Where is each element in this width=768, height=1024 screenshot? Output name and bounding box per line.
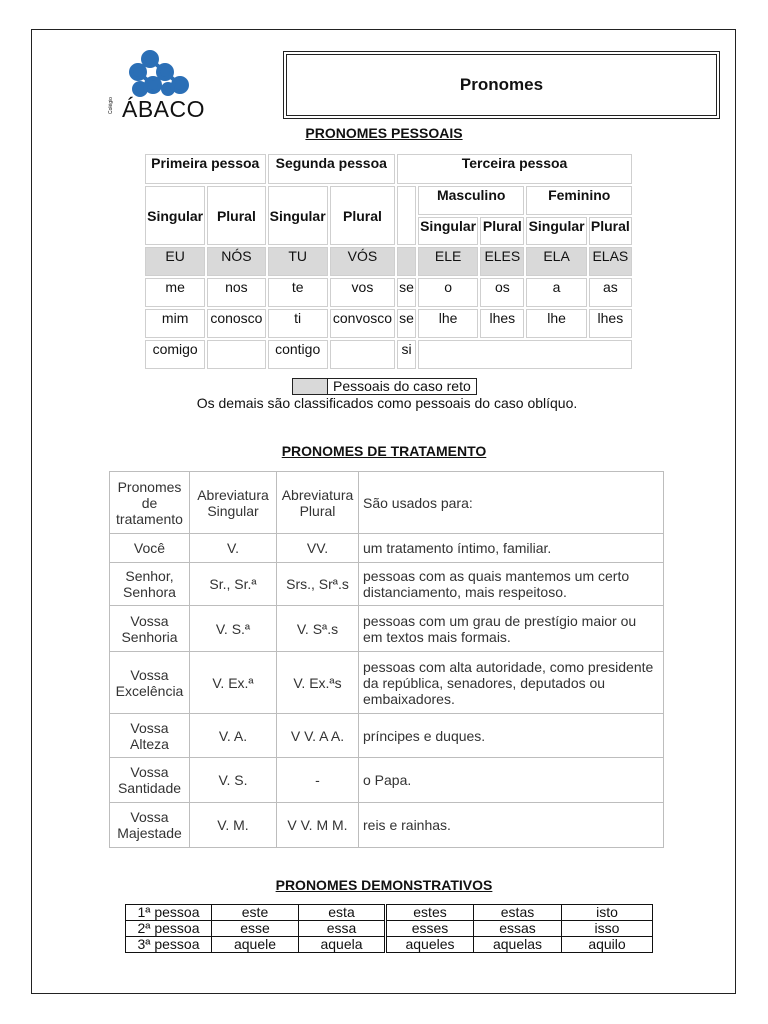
tratamento-abrev-singular: V. S. <box>190 758 277 803</box>
demonstrativo-pessoa: 2ª pessoa <box>126 921 212 937</box>
demonstrativo-cell: isso <box>562 921 653 937</box>
tratamento-pronome: Vossa Santidade <box>110 758 190 803</box>
demonstrativo-cell: este <box>212 905 299 921</box>
tratamento-abrev-singular: V. A. <box>190 714 277 758</box>
demonstrativo-cell: estas <box>474 905 562 921</box>
header-abrev-singular: Abreviatura Singular <box>190 472 277 534</box>
page-title: Pronomes <box>286 54 717 116</box>
tratamento-uso: pessoas com alta autoridade, como presidente da república, senadores, deputados ou embaixadores. <box>359 652 664 714</box>
legend <box>292 378 477 395</box>
pronoun-cell: a <box>526 278 586 307</box>
tratamento-uso: pessoas com as quais mantemos um certo distanciamento, mais respeitoso. <box>359 563 664 606</box>
tratamento-abrev-singular: V. Ex.ª <box>190 652 277 714</box>
tratamento-abrev-singular: V. M. <box>190 803 277 848</box>
header-plural: Plural <box>589 217 632 245</box>
tratamento-heading: PRONOMES DE TRATAMENTO <box>281 443 487 459</box>
tratamento-abrev-plural: V. Sª.s <box>277 606 359 652</box>
tratamento-pronome: Senhor, Senhora <box>110 563 190 606</box>
tratamento-abrev-plural: V. Ex.ªs <box>277 652 359 714</box>
demonstrativo-cell: esses <box>386 921 474 937</box>
pronoun-cell: se <box>397 278 416 307</box>
pronoun-cell: se <box>397 309 416 338</box>
demonstrativo-cell: essas <box>474 921 562 937</box>
pronoun-cell: EU <box>145 247 205 276</box>
legend-label: Pessoais do caso reto <box>328 378 477 395</box>
tratamento-pronome: Vossa Majestade <box>110 803 190 848</box>
pronoun-cell: o <box>418 278 478 307</box>
oblique-note: Os demais são classificados como pessoais do caso oblíquo. <box>196 395 578 411</box>
header-terceira-pessoa: Terceira pessoa <box>397 154 632 184</box>
pronoun-cell: vos <box>330 278 395 307</box>
tratamento-pronome: Você <box>110 534 190 563</box>
demonstrativo-cell: aquilo <box>562 937 653 953</box>
pronoun-cell <box>397 247 416 276</box>
pronoun-cell: lhes <box>480 309 524 338</box>
tratamento-uso: o Papa. <box>359 758 664 803</box>
header-singular: Singular <box>145 186 205 245</box>
pronoun-cell: lhe <box>418 309 478 338</box>
tratamento-uso: um tratamento íntimo, familiar. <box>359 534 664 563</box>
tratamento-uso: príncipes e duques. <box>359 714 664 758</box>
pronoun-cell: ELES <box>480 247 524 276</box>
pronoun-cell: TU <box>268 247 328 276</box>
demonstrativo-cell: aqueles <box>386 937 474 953</box>
title-box <box>283 51 720 119</box>
demonstrativo-cell: estes <box>386 905 474 921</box>
pronoun-cell-empty <box>418 340 632 369</box>
demonstrativo-cell: isto <box>562 905 653 921</box>
demonstrativo-cell: aquelas <box>474 937 562 953</box>
pronoun-cell: te <box>268 278 328 307</box>
pronoun-cell: contigo <box>268 340 328 369</box>
header-plural: Plural <box>207 186 265 245</box>
pronoun-cell: os <box>480 278 524 307</box>
demonstrativos-table <box>125 904 653 953</box>
demonstrativo-cell: aquele <box>212 937 299 953</box>
pronoun-cell: ti <box>268 309 328 338</box>
abaco-logo <box>110 48 220 123</box>
demonstrativo-pessoa: 3ª pessoa <box>126 937 212 953</box>
pronoun-cell: lhes <box>589 309 632 338</box>
pessoais-heading: PRONOMES PESSOAIS <box>305 125 463 141</box>
tratamento-pronome: Vossa Senhoria <box>110 606 190 652</box>
demonstrativo-cell: esse <box>212 921 299 937</box>
tratamento-abrev-singular: V. S.ª <box>190 606 277 652</box>
pronoun-cell <box>330 340 395 369</box>
header-feminino: Feminino <box>526 186 632 215</box>
pronoun-cell: mim <box>145 309 205 338</box>
header-plural: Plural <box>330 186 395 245</box>
header-plural: Plural <box>480 217 524 245</box>
demonstrativos-heading: PRONOMES DEMONSTRATIVOS <box>275 877 493 893</box>
header-segunda-pessoa: Segunda pessoa <box>268 154 396 184</box>
tratamento-abrev-plural: V V. M M. <box>277 803 359 848</box>
pronoun-cell: si <box>397 340 416 369</box>
tratamento-uso: reis e rainhas. <box>359 803 664 848</box>
pronoun-cell: ELA <box>526 247 586 276</box>
demonstrativo-cell: aquela <box>299 937 386 953</box>
tratamento-table <box>109 471 664 848</box>
pronoun-cell: me <box>145 278 205 307</box>
logo-small-text: Colégio <box>108 97 114 114</box>
tratamento-abrev-plural: V V. A A. <box>277 714 359 758</box>
header-singular: Singular <box>418 217 478 245</box>
pronoun-cell: lhe <box>526 309 586 338</box>
demonstrativo-cell: essa <box>299 921 386 937</box>
demonstrativo-pessoa: 1ª pessoa <box>126 905 212 921</box>
pronoun-cell: VÓS <box>330 247 395 276</box>
header-abrev-plural: Abreviatura Plural <box>277 472 359 534</box>
header-usados-para: São usados para: <box>359 472 664 534</box>
legend-swatch <box>292 378 328 395</box>
pronoun-cell: NÓS <box>207 247 265 276</box>
header-singular: Singular <box>526 217 586 245</box>
pronoun-cell: convosco <box>330 309 395 338</box>
header-masculino: Masculino <box>418 186 524 215</box>
demonstrativo-cell: esta <box>299 905 386 921</box>
tratamento-pronome: Vossa Alteza <box>110 714 190 758</box>
header-singular: Singular <box>268 186 328 245</box>
tratamento-pronome: Vossa Excelência <box>110 652 190 714</box>
pessoais-table <box>143 152 634 371</box>
tratamento-abrev-plural: - <box>277 758 359 803</box>
header-pronomes: Pronomes de tratamento <box>110 472 190 534</box>
tratamento-uso: pessoas com um grau de prestígio maior ou em textos mais formais. <box>359 606 664 652</box>
tratamento-abrev-singular: Sr., Sr.ª <box>190 563 277 606</box>
tratamento-abrev-singular: V. <box>190 534 277 563</box>
pronoun-cell: comigo <box>145 340 205 369</box>
header-primeira-pessoa: Primeira pessoa <box>145 154 266 184</box>
pronoun-cell: ELAS <box>589 247 632 276</box>
tratamento-abrev-plural: VV. <box>277 534 359 563</box>
logo-text: ÁBACO <box>122 96 206 122</box>
pronoun-cell: conosco <box>207 309 265 338</box>
pronoun-cell: nos <box>207 278 265 307</box>
header-empty-cell <box>397 186 416 245</box>
tratamento-abrev-plural: Srs., Srª.s <box>277 563 359 606</box>
pronoun-cell: as <box>589 278 632 307</box>
pronoun-cell: ELE <box>418 247 478 276</box>
pronoun-cell <box>207 340 265 369</box>
